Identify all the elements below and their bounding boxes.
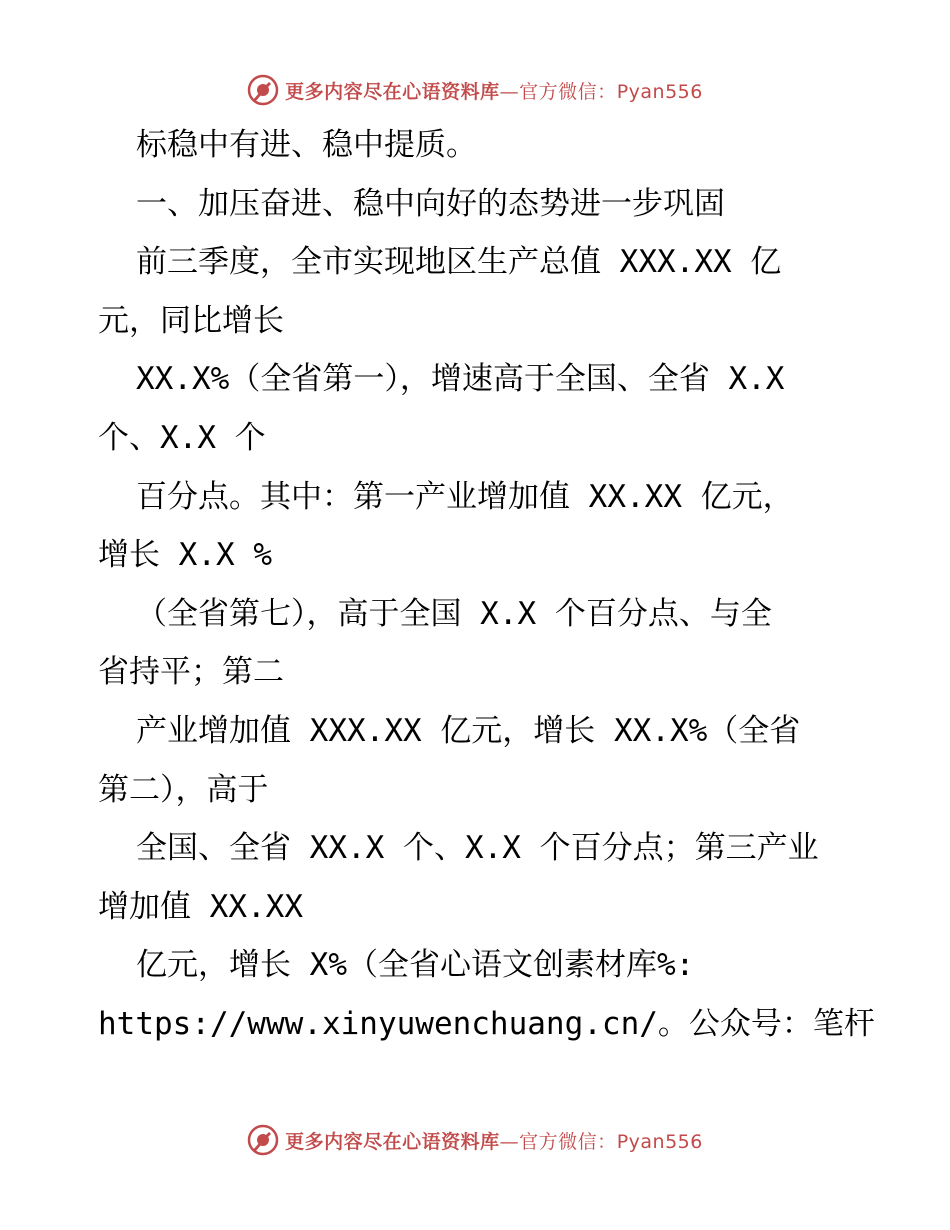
brand-logo-icon <box>247 74 279 106</box>
body-line: 元，同比增长 <box>98 302 284 339</box>
body-line: 第二），高于 <box>98 771 269 808</box>
footer-banner-dash: — <box>499 1130 520 1153</box>
header-wechat-label: 官方微信： <box>519 80 617 103</box>
header-banner-text <box>285 77 703 104</box>
body-line: 省持平；第二 <box>98 654 284 691</box>
header-banner-dash: — <box>499 80 520 103</box>
body-line: 百分点。其中：第一产业增加值 XX.XX 亿元， <box>136 478 794 515</box>
body-line: XX.X%（全省第一），增速高于全国、全省 X.X <box>136 361 785 398</box>
body-line: 一、加压奋进、稳中向好的态势进一步巩固 <box>136 185 725 222</box>
body-line: https://www.xinyuwenchuang.cn/。公众号：笔杆 <box>98 1005 875 1042</box>
body-line: 前三季度，全市实现地区生产总值 XXX.XX 亿 <box>136 244 782 281</box>
footer-banner-text <box>285 1127 703 1154</box>
body-line: 亿元，增长 X%（全省心语文创素材库%: <box>136 947 695 984</box>
body-line: 增长 X.X % <box>98 537 272 574</box>
header-wechat-id: Pyan556 <box>616 80 703 103</box>
document-body <box>98 116 875 1054</box>
footer-banner-main: 更多内容尽在心语资料库 <box>285 1130 500 1153</box>
header-watermark <box>0 70 950 110</box>
body-line: 增加值 XX.XX <box>98 888 303 925</box>
header-banner-main: 更多内容尽在心语资料库 <box>285 80 500 103</box>
body-line: 产业增加值 XXX.XX 亿元，增长 XX.X%（全省 <box>136 712 801 749</box>
body-line: 标稳中有进、稳中提质。 <box>136 127 477 163</box>
body-line: 全国、全省 XX.X 个、X.X 个百分点；第三产业 <box>136 830 819 867</box>
footer-wechat-id: Pyan556 <box>616 1130 703 1153</box>
footer-watermark <box>0 1120 950 1160</box>
brand-logo-icon <box>247 1124 279 1156</box>
footer-wechat-label: 官方微信： <box>519 1130 617 1153</box>
body-line: 个、X.X 个 <box>98 419 266 456</box>
body-line: （全省第七），高于全国 X.X 个百分点、与全 <box>136 595 772 632</box>
